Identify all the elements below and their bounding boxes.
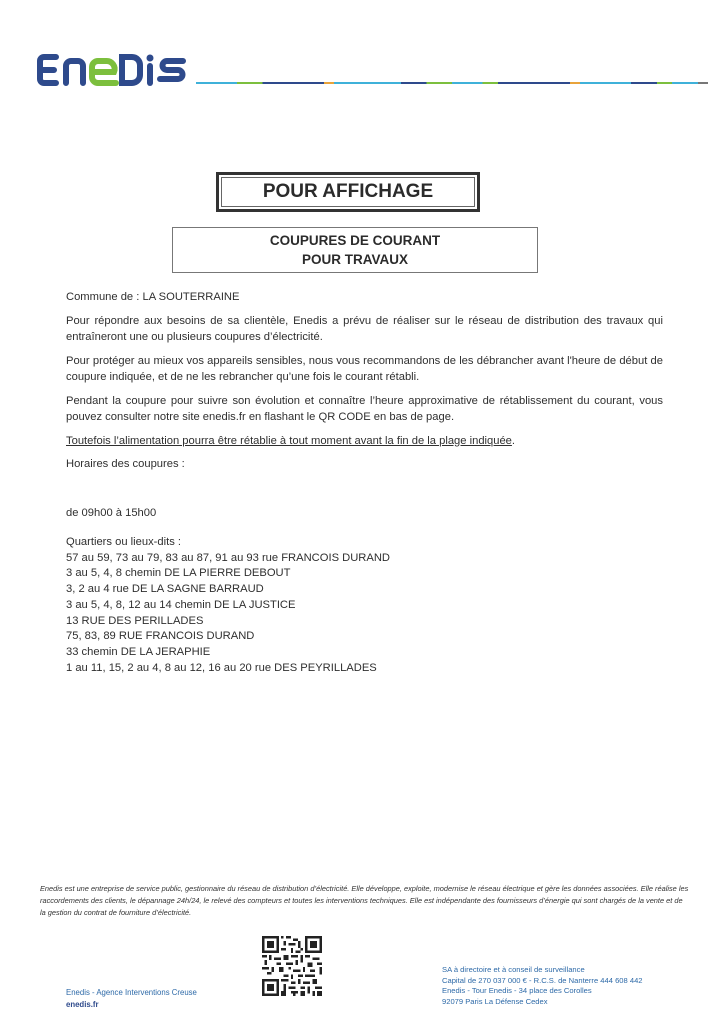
coupures-title-line1: COUPURES DE COURANT <box>269 233 441 248</box>
restoration-notice: Toutefois l’alimentation pourra être rétablie à tout moment avant la fin de la plage indiquée. <box>66 434 516 447</box>
company-description: Enedis est une entreprise de service public, gestionnaire du réseau de distribution d’électricité. Elle développe, exploite, modernise le réseau électrique et gère les données associées. Elle réalise les raccordements des clients, le dépannage 24h/24, le relevé des compteurs et toutes les interventions techniques. Elle est indépendante des fournisseurs d’énergie qui sont chargés de la vente et de la gestion du contrat de fourniture d’électricité. <box>40 884 689 917</box>
protection-paragraph: Pour protéger au mieux vos appareils sensibles, nous vous recommandons de les débrancher avant l'heure de début de coupure indiquée, et de ne les rebrancher qu’une fois le courant rétabli. <box>66 354 663 383</box>
locations-label: Quartiers ou lieux-dits : <box>66 536 182 548</box>
legal-line: Enedis - Tour Enedis - 34 place des Corolles <box>442 986 592 995</box>
notice-body <box>66 289 663 676</box>
enedis-logo <box>36 52 188 88</box>
list-item: 3 au 5, 4, 8 chemin DE LA PIERRE DEBOUT <box>66 567 291 580</box>
qr-code-icon <box>262 936 322 996</box>
list-item: 57 au 59, 73 au 79, 83 au 87, 91 au 93 rue FRANCOIS DURAND <box>66 551 391 564</box>
qr-code[interactable] <box>262 936 322 996</box>
locations-list <box>66 535 663 676</box>
legal-line: 92079 Paris La Défense Cedex <box>442 996 548 1006</box>
legal-line: Capital de 270 037 000 € - R.C.S. de Nanterre 444 608 442 <box>442 975 643 985</box>
coupures-title-line2: POUR TRAVAUX <box>301 252 408 267</box>
list-item: 33 chemin DE LA JERAPHIE <box>66 645 211 658</box>
list-item: 13 RUE DES PERILLADES <box>66 614 204 627</box>
schedule-label: Horaires des coupures : <box>66 458 185 470</box>
agency-name: Enedis - Agence Interventions Creuse <box>66 988 197 997</box>
coupures-title-box <box>172 227 538 273</box>
list-item: 3, 2 au 4 rue DE LA SAGNE BARRAUD <box>66 583 264 596</box>
followup-paragraph: Pendant la coupure pour suivre son évolution et connaître l’heure approximative de rétablissement du courant, vous pouvez consulter notre site enedis.fr en flashant le QR CODE en bas de page. <box>66 394 663 423</box>
website-link[interactable]: enedis.fr <box>66 1000 99 1009</box>
pour-affichage-title: POUR AFFICHAGE <box>216 172 480 212</box>
list-item: 75, 83, 89 RUE FRANCOIS DURAND <box>66 630 255 643</box>
legal-info <box>442 965 643 1007</box>
brand-color-rule <box>196 82 708 84</box>
legal-line: SA à directoire et à conseil de surveillance <box>442 965 585 974</box>
intro-paragraph: Pour répondre aux besoins de sa clientèle, Enedis a prévu de réaliser sur le réseau de distribution des travaux qui entraîneront une ou plusieurs coupures d’électricité. <box>66 314 663 343</box>
enedis-logo-icon <box>36 52 188 88</box>
schedule-time: de 09h00 à 15h00 <box>66 506 157 519</box>
commune-label: Commune de : LA SOUTERRAINE <box>66 291 240 303</box>
restoration-notice-underlined: Toutefois l’alimentation pourra être rétablie à tout moment avant la fin de la plage indiquée <box>66 434 512 447</box>
list-item: 1 au 11, 15, 2 au 4, 8 au 12, 16 au 20 rue DES PEYRILLADES <box>66 661 377 674</box>
agency-info <box>66 987 197 1011</box>
list-item: 3 au 5, 4, 8, 12 au 14 chemin DE LA JUSTICE <box>66 598 296 611</box>
